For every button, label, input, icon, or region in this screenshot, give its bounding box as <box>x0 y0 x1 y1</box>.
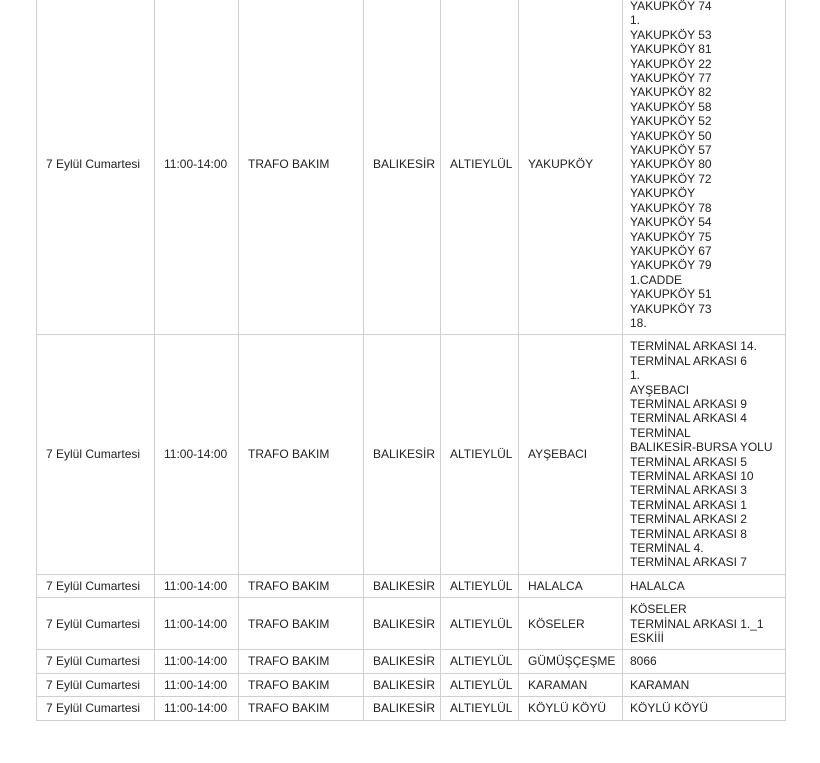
table-row <box>37 335 786 575</box>
street-line: TERMİNAL <box>630 425 691 440</box>
date-cell: 7 Eylül Cumartesi <box>37 598 155 650</box>
streets-cell <box>623 697 786 720</box>
table-row <box>37 650 786 673</box>
table-row <box>37 0 786 335</box>
street-line: YAKUPKÖY 52 <box>630 114 712 129</box>
date-cell: 7 Eylül Cumartesi <box>37 574 155 597</box>
reason-cell: TRAFO BAKIM <box>239 335 364 575</box>
table-row <box>37 697 786 720</box>
street-line: YAKUPKÖY 58 <box>630 99 712 114</box>
street-line: TERMİNAL ARKASI 7 <box>630 555 747 570</box>
street-line: 1. <box>630 368 641 383</box>
street-line: TERMİNAL ARKASI 9 <box>630 396 747 411</box>
street-line: TERMİNAL ARKASI 2 <box>630 512 747 527</box>
street-line: YAKUPKÖY 53 <box>630 27 712 42</box>
street-line: HALALCA <box>630 578 685 593</box>
street-line: YAKUPKÖY 79 <box>630 258 712 273</box>
street-line: BALIKESİR-BURSA YOLU <box>630 440 773 455</box>
street-line: KARAMAN <box>630 677 690 692</box>
street-line: TERMİNAL ARKASI 4 <box>630 411 747 426</box>
province-cell: BALIKESİR <box>364 673 441 696</box>
street-line: YAKUPKÖY 75 <box>630 229 712 244</box>
street-line: ESKİİİ <box>630 631 665 646</box>
province-cell: BALIKESİR <box>364 0 441 335</box>
street-line: 18. <box>630 315 647 330</box>
time-cell: 11:00-14:00 <box>155 0 239 335</box>
time-cell: 11:00-14:00 <box>155 697 239 720</box>
date-cell: 7 Eylül Cumartesi <box>37 0 155 335</box>
street-line: YAKUPKÖY 22 <box>630 56 712 71</box>
street-line: TERMİNAL ARKASI 5 <box>630 454 747 469</box>
date-cell: 7 Eylül Cumartesi <box>37 335 155 575</box>
street-line: YAKUPKÖY 54 <box>630 215 712 230</box>
outage-table <box>36 0 786 721</box>
neighborhood-cell: YAKUPKÖY <box>519 0 623 335</box>
reason-cell: TRAFO BAKIM <box>239 650 364 673</box>
time-cell: 11:00-14:00 <box>155 650 239 673</box>
neighborhood-cell: KÖSELER <box>519 598 623 650</box>
reason-cell: TRAFO BAKIM <box>239 697 364 720</box>
date-cell: 7 Eylül Cumartesi <box>37 650 155 673</box>
street-line: TERMİNAL ARKASI 6 <box>630 353 747 368</box>
province-cell: BALIKESİR <box>364 598 441 650</box>
province-cell: BALIKESİR <box>364 335 441 575</box>
street-line: TERMİNAL ARKASI 3 <box>630 483 747 498</box>
date-cell: 7 Eylül Cumartesi <box>37 673 155 696</box>
province-cell: BALIKESİR <box>364 650 441 673</box>
reason-cell: TRAFO BAKIM <box>239 673 364 696</box>
street-line: YAKUPKÖY 81 <box>630 42 712 57</box>
neighborhood-cell: HALALCA <box>519 574 623 597</box>
streets-cell <box>623 673 786 696</box>
table-row <box>37 598 786 650</box>
province-cell: BALIKESİR <box>364 574 441 597</box>
street-line: TERMİNAL ARKASI 1 <box>630 497 747 512</box>
outage-table-body <box>37 0 786 720</box>
district-cell: ALTIEYLÜL <box>441 574 519 597</box>
neighborhood-cell: KARAMAN <box>519 673 623 696</box>
street-line: YAKUPKÖY 82 <box>630 85 712 100</box>
time-cell: 11:00-14:00 <box>155 598 239 650</box>
neighborhood-cell: GÜMÜŞÇEŞME <box>519 650 623 673</box>
time-cell: 11:00-14:00 <box>155 673 239 696</box>
street-line: 1.CADDE <box>630 272 683 287</box>
streets-cell <box>623 335 786 575</box>
district-cell: ALTIEYLÜL <box>441 673 519 696</box>
street-line: YAKUPKÖY <box>630 186 696 201</box>
table-row <box>37 574 786 597</box>
streets-cell <box>623 0 786 335</box>
province-cell: BALIKESİR <box>364 697 441 720</box>
district-cell: ALTIEYLÜL <box>441 697 519 720</box>
streets-cell <box>623 598 786 650</box>
street-line: TERMİNAL ARKASI 8 <box>630 526 747 541</box>
table-row <box>37 673 786 696</box>
street-line: YAKUPKÖY 51 <box>630 287 712 302</box>
district-cell: ALTIEYLÜL <box>441 0 519 335</box>
neighborhood-cell: AYŞEBACI <box>519 335 623 575</box>
streets-cell <box>623 650 786 673</box>
street-line: 8066 <box>630 654 657 669</box>
reason-cell: TRAFO BAKIM <box>239 0 364 335</box>
street-line: YAKUPKÖY 73 <box>630 301 712 316</box>
street-line: YAKUPKÖY 50 <box>630 128 712 143</box>
date-cell: 7 Eylül Cumartesi <box>37 697 155 720</box>
street-line: 1. <box>630 13 641 28</box>
street-line: KÖYLÜ KÖYÜ <box>630 701 709 716</box>
neighborhood-cell: KÖYLÜ KÖYÜ <box>519 697 623 720</box>
street-line: AYŞEBACI <box>630 382 690 397</box>
street-line: YAKUPKÖY 57 <box>630 143 712 158</box>
street-line: TERMİNAL 4. <box>630 541 704 556</box>
street-line: TERMİNAL ARKASI 1._1 <box>630 616 764 631</box>
street-line: YAKUPKÖY 74 <box>630 0 712 13</box>
reason-cell: TRAFO BAKIM <box>239 574 364 597</box>
street-line: YAKUPKÖY 77 <box>630 71 712 86</box>
district-cell: ALTIEYLÜL <box>441 598 519 650</box>
district-cell: ALTIEYLÜL <box>441 335 519 575</box>
street-line: YAKUPKÖY 80 <box>630 157 712 172</box>
street-line: TERMİNAL ARKASI 10 <box>630 469 754 483</box>
street-line: KÖSELER <box>630 602 687 617</box>
district-cell: ALTIEYLÜL <box>441 650 519 673</box>
street-line: YAKUPKÖY 78 <box>630 200 712 215</box>
street-line: TERMİNAL ARKASI 14. <box>630 339 757 354</box>
street-line: YAKUPKÖY 72 <box>630 171 712 186</box>
time-cell: 11:00-14:00 <box>155 335 239 575</box>
streets-cell <box>623 574 786 597</box>
time-cell: 11:00-14:00 <box>155 574 239 597</box>
street-line: YAKUPKÖY 67 <box>630 243 712 258</box>
reason-cell: TRAFO BAKIM <box>239 598 364 650</box>
